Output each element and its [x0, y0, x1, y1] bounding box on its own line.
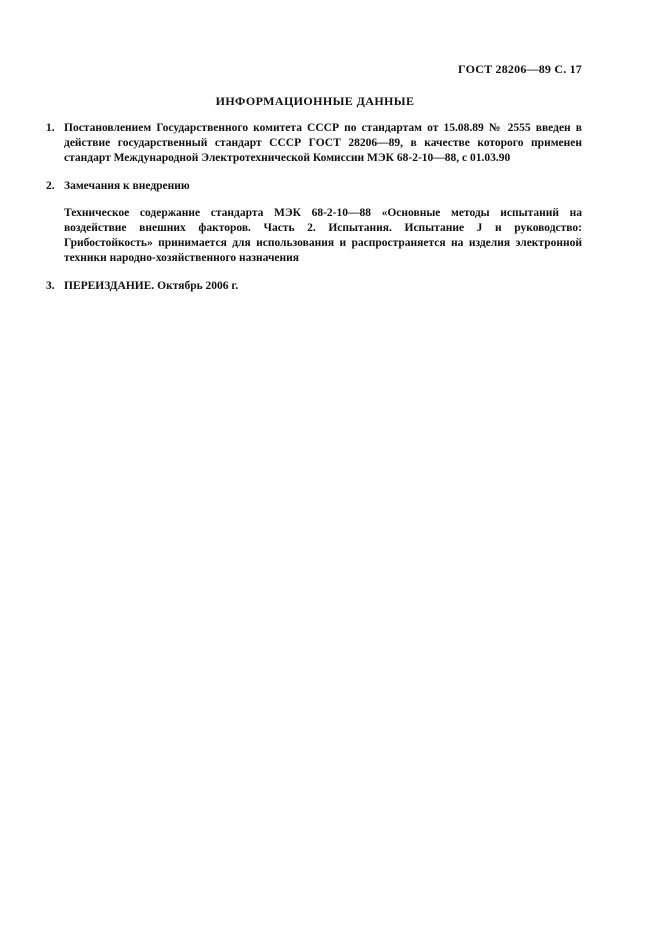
section-title: ИНФОРМАЦИОННЫЕ ДАННЫЕ [215, 94, 415, 108]
list-item-2 [46, 179, 582, 266]
list-item-1 [46, 121, 582, 166]
item-heading: Замечания к внедрению [64, 180, 190, 192]
item-subtext: Техническое содержание стандарта МЭК 68-2-10—88 «Основные методы испытаний на воздействие внешних факторов. Часть 2. Испытания. Испытание J и руководство: Грибостойкость» принимается для использования и распространяется на изделия электронной техники народно-хозяйственного назначения [64, 207, 582, 264]
info-list [46, 121, 582, 307]
item-text: Постановлением Государственного комитета СССР по стандартам от 15.08.89 № 2555 введен в действие государственный стандарт СССР ГОСТ 28206—89, в качестве которого применен стандарт Международной Электротехнической Комиссии МЭК 68-2-10—88, с 01.03.90 [64, 122, 582, 164]
list-item-3 [46, 279, 582, 294]
item-text: ПЕРЕИЗДАНИЕ. Октябрь 2006 г. [64, 280, 239, 292]
item-number: 3. [46, 280, 55, 292]
item-number: 1. [46, 122, 55, 134]
item-number: 2. [46, 180, 55, 192]
document-reference: ГОСТ 28206—89 С. 17 [458, 62, 582, 76]
